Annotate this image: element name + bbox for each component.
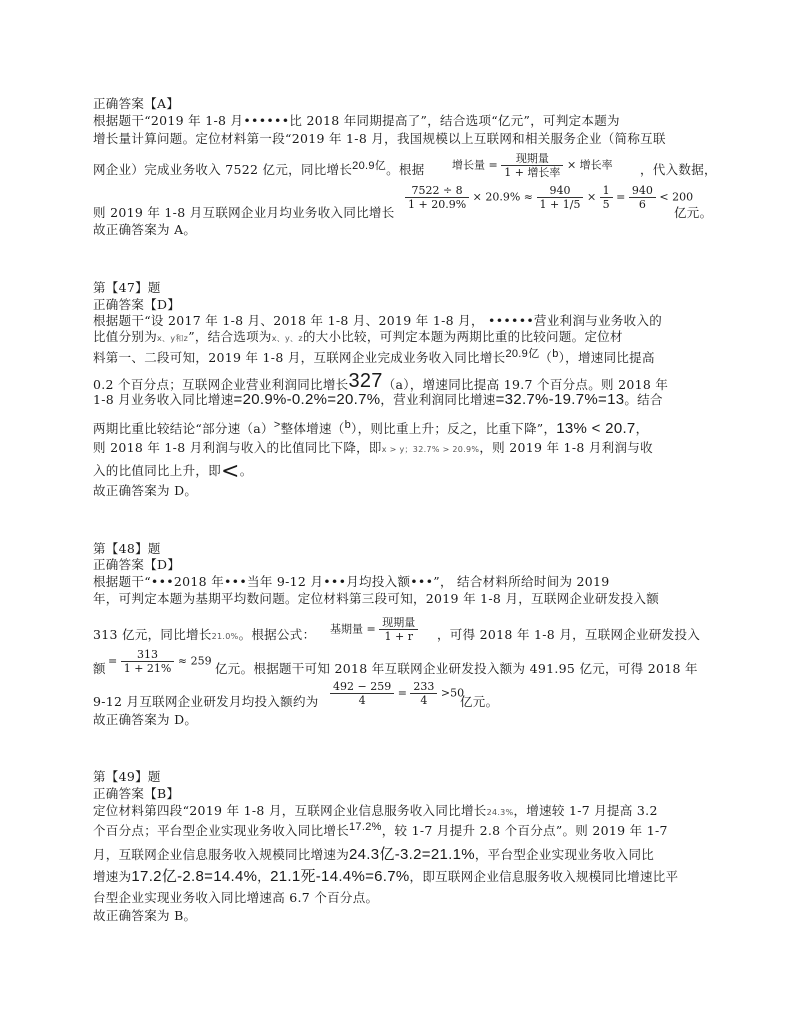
handwritten-value: b <box>552 348 559 360</box>
formula-text: × <box>586 190 597 204</box>
q47-title: 第【47】题 <box>93 280 161 295</box>
numerator: 现期量 <box>501 152 563 166</box>
q49-answer: 正确答案【B】 <box>93 786 180 801</box>
text: 入的比值同比上升，即 <box>93 463 222 478</box>
handwritten-symbol: > <box>273 419 281 431</box>
q47-conclusion: 故正确答案为 D。 <box>93 483 198 498</box>
q47-answer: 正确答案【D】 <box>93 297 181 312</box>
q49-title: 第【49】题 <box>93 769 161 784</box>
handwritten-value: 20.9亿 <box>505 348 540 360</box>
q46-line-3-end: ，代入数据， <box>640 162 717 177</box>
q49-line-1 <box>93 803 658 821</box>
text: 313 亿元，同比增长 <box>93 627 212 642</box>
text: ， <box>257 869 271 884</box>
text: 的大小比较，可判定本题为两期比重的比较问题。定位材 <box>302 329 623 344</box>
q49-line-4 <box>93 869 678 885</box>
numerator: 940 <box>537 184 584 198</box>
fraction <box>410 680 437 707</box>
q47-line-2 <box>93 329 623 347</box>
denominator: 4 <box>358 694 366 707</box>
fraction <box>537 184 584 211</box>
denominator: 1 + r <box>384 630 413 643</box>
denominator: 1 + 20.9% <box>408 198 467 211</box>
handwritten-value: b <box>344 419 352 431</box>
text: ，则 2019 年 1-8 月利润与收 <box>479 440 653 455</box>
text: 则 2018 年 1-8 月利润与收入的比值同比下降，即 <box>93 440 382 455</box>
q48-line-3-end: ，可得 2018 年 1-8 月，互联网企业研发投入 <box>437 627 701 642</box>
formula-text: < 200 <box>659 190 694 204</box>
q48-line-3 <box>93 627 315 645</box>
fraction <box>330 680 394 707</box>
q48-line-4-end: 亿元。根据题干可知 2018 年互联网企业研发投入额为 491.95 亿元，可得 2018 年 <box>215 661 698 676</box>
fraction <box>405 184 469 211</box>
q48-line-2: 年，可判定本题为基期平均数问题。定位材料第三段可知，2019 年 1-8 月，互联网企业研发投入额 <box>93 591 660 606</box>
text: 。根据 <box>386 162 425 177</box>
text: 。结合 <box>624 392 663 407</box>
faint-value: 21.0% <box>211 632 239 641</box>
text: ”，结合选项为 <box>188 329 272 344</box>
q46-line-4-end: 亿元。 <box>674 205 713 220</box>
text: 网企业）完成业务收入 7522 亿元，同比增长 <box>93 162 353 177</box>
denominator: 6 <box>638 198 646 211</box>
q49-line-5: 台型企业实现业务收入同比增速高 6.7 个百分点。 <box>93 890 379 905</box>
q49-conclusion: 故正确答案为 B。 <box>93 908 197 923</box>
numerator: 492 − 259 <box>330 680 394 694</box>
denominator: 4 <box>420 694 428 707</box>
q48-title: 第【48】题 <box>93 541 161 556</box>
formula-text: = <box>108 654 118 668</box>
text: 整体增速（ <box>280 421 345 436</box>
q47-line-5 <box>93 392 663 408</box>
handwritten-value: 327 <box>348 370 383 392</box>
formula-text: >50 <box>440 686 465 700</box>
q46-line-1: 根据题干“2019 年 1-8 月••••••比 2018 年同期提高了”，结合选项“亿元”，可判定本题为 <box>93 113 620 128</box>
formula-text: ≈ 259 <box>177 654 212 668</box>
text: ，营业利润同比增速 <box>380 392 496 407</box>
q46-line-4: 则 2019 年 1-8 月互联网企业月均业务收入同比增长 <box>93 205 395 220</box>
numerator: 940 <box>629 184 656 198</box>
text: 月，互联网企业信息服务收入规模同比增速为 <box>93 847 350 862</box>
q49-line-2 <box>93 823 668 840</box>
formula-text: × 20.9% ≈ <box>472 190 534 204</box>
q49-line-3 <box>93 847 654 863</box>
q47-line-6 <box>93 421 648 438</box>
q47-line-3 <box>93 350 655 367</box>
formula-lhs: 增长量 = <box>452 158 498 172</box>
q47-line-7 <box>93 440 653 458</box>
text: 料第一、二段可知，2019 年 1-8 月，互联网企业完成业务收入同比增长 <box>93 350 506 365</box>
text: 。根据公式： <box>238 627 316 642</box>
q48-formula-3 <box>330 680 464 707</box>
denominator: 1 + 21% <box>123 662 172 675</box>
text: 。 <box>239 463 253 478</box>
numerator: 现期量 <box>379 616 418 630</box>
fraction <box>629 184 656 211</box>
fraction <box>379 616 418 643</box>
text: ），则比重上升；反之，比重下降”， <box>351 421 557 436</box>
handwritten-calc: 24.3亿-3.2=21.1% <box>349 846 475 863</box>
q48-answer: 正确答案【D】 <box>93 557 181 572</box>
handwritten-calc: 21.1死-14.4%=6.7% <box>270 868 410 885</box>
handwritten-calc: 17.2亿-2.8=14.4% <box>131 868 258 885</box>
text: ，较 1-7 月提升 2.8 个百分点”。则 2019 年 1-7 <box>381 823 668 838</box>
faint-value: 24.3% <box>486 808 514 817</box>
text: ，即互联网企业信息服务收入规模同比增速比平 <box>409 869 679 884</box>
q46-formula-1 <box>452 152 613 179</box>
text: 0.2 个百分点；互联网企业营业利润同比增长 <box>93 377 349 392</box>
q48-formula-2 <box>108 648 212 675</box>
text: ，增速较 1-7 月提高 3.2 <box>513 803 658 818</box>
denominator: 5 <box>602 198 610 211</box>
q46-answer: 正确答案【A】 <box>93 96 180 111</box>
text: ），增速同比提高 <box>558 350 655 365</box>
formula-tail: × 增长率 <box>566 158 613 172</box>
handwritten-calc: 13% < 20.7 <box>556 420 636 437</box>
formula-text: = <box>397 686 407 700</box>
q48-line-5-end: 亿元。 <box>460 694 499 709</box>
text: 增速为 <box>93 869 132 884</box>
q47-line-1: 根据题干“设 2017 年 1-8 月、2018 年 1-8 月、2019 年 1-8 月， ••••••营业利润与业务收入的 <box>93 313 663 328</box>
q46-line-3 <box>93 162 425 179</box>
formula-text: = <box>616 190 626 204</box>
faint-formula: x、y和z <box>157 334 189 343</box>
q47-line-8 <box>93 459 253 484</box>
denominator: 1 + 1/5 <box>539 198 581 211</box>
q48-formula-1 <box>330 616 418 643</box>
fraction <box>121 648 175 675</box>
text: 比值分别为 <box>93 329 158 344</box>
q46-conclusion: 故正确答案为 A。 <box>93 222 197 237</box>
q48-conclusion: 故正确答案为 D。 <box>93 712 198 727</box>
numerator: 233 <box>410 680 437 694</box>
text: 个百分点；平台型企业实现业务收入同比增长 <box>93 823 350 838</box>
numerator: 1 <box>600 184 613 198</box>
numerator: 313 <box>121 648 175 662</box>
q48-line-5: 9-12 月互联网企业研发月均投入额约为 <box>93 694 319 709</box>
faint-formula: x、y、z <box>271 334 303 343</box>
text: ， <box>635 421 649 436</box>
text: ，平台型企业实现业务收入同比 <box>474 847 655 862</box>
handwritten-symbol: < <box>221 459 240 484</box>
handwritten-calc: =20.9%-0.2%=20.7% <box>233 391 381 408</box>
text: （ <box>539 350 553 365</box>
fraction <box>501 152 563 179</box>
q46-line-2: 增长量计算问题。定位材料第一段“2019 年 1-8 月，我国规模以上互联网和相关服务企业（简称互联 <box>93 131 666 146</box>
q46-formula-2 <box>405 184 693 211</box>
handwritten-value: 17.2% <box>349 821 382 833</box>
text: 1-8 月业务收入同比增速 <box>93 392 234 407</box>
text: （a），增速同比提高 19.7 个百分点。则 2018 年 <box>382 377 669 392</box>
handwritten-calc: =32.7%-19.7%=13 <box>495 391 625 408</box>
q48-line-4: 额 <box>93 661 106 676</box>
denominator: 1 + 增长率 <box>504 166 561 179</box>
q48-line-1: 根据题干“•••2018 年•••当年 9-12 月•••月均投入额•••”， 结合材料所给时间为 2019 <box>93 574 610 589</box>
formula-lhs: 基期量 = <box>330 622 376 636</box>
handwritten-value: 20.9亿 <box>352 160 387 172</box>
text: 两期比重比较结论“部分速（a） <box>93 421 274 436</box>
fraction <box>600 184 613 211</box>
numerator: 7522 ÷ 8 <box>405 184 469 198</box>
faint-formula: x > y；32.7% > 20.9% <box>381 445 480 454</box>
text: 定位材料第四段“2019 年 1-8 月，互联网企业信息服务收入同比增长 <box>93 803 487 818</box>
